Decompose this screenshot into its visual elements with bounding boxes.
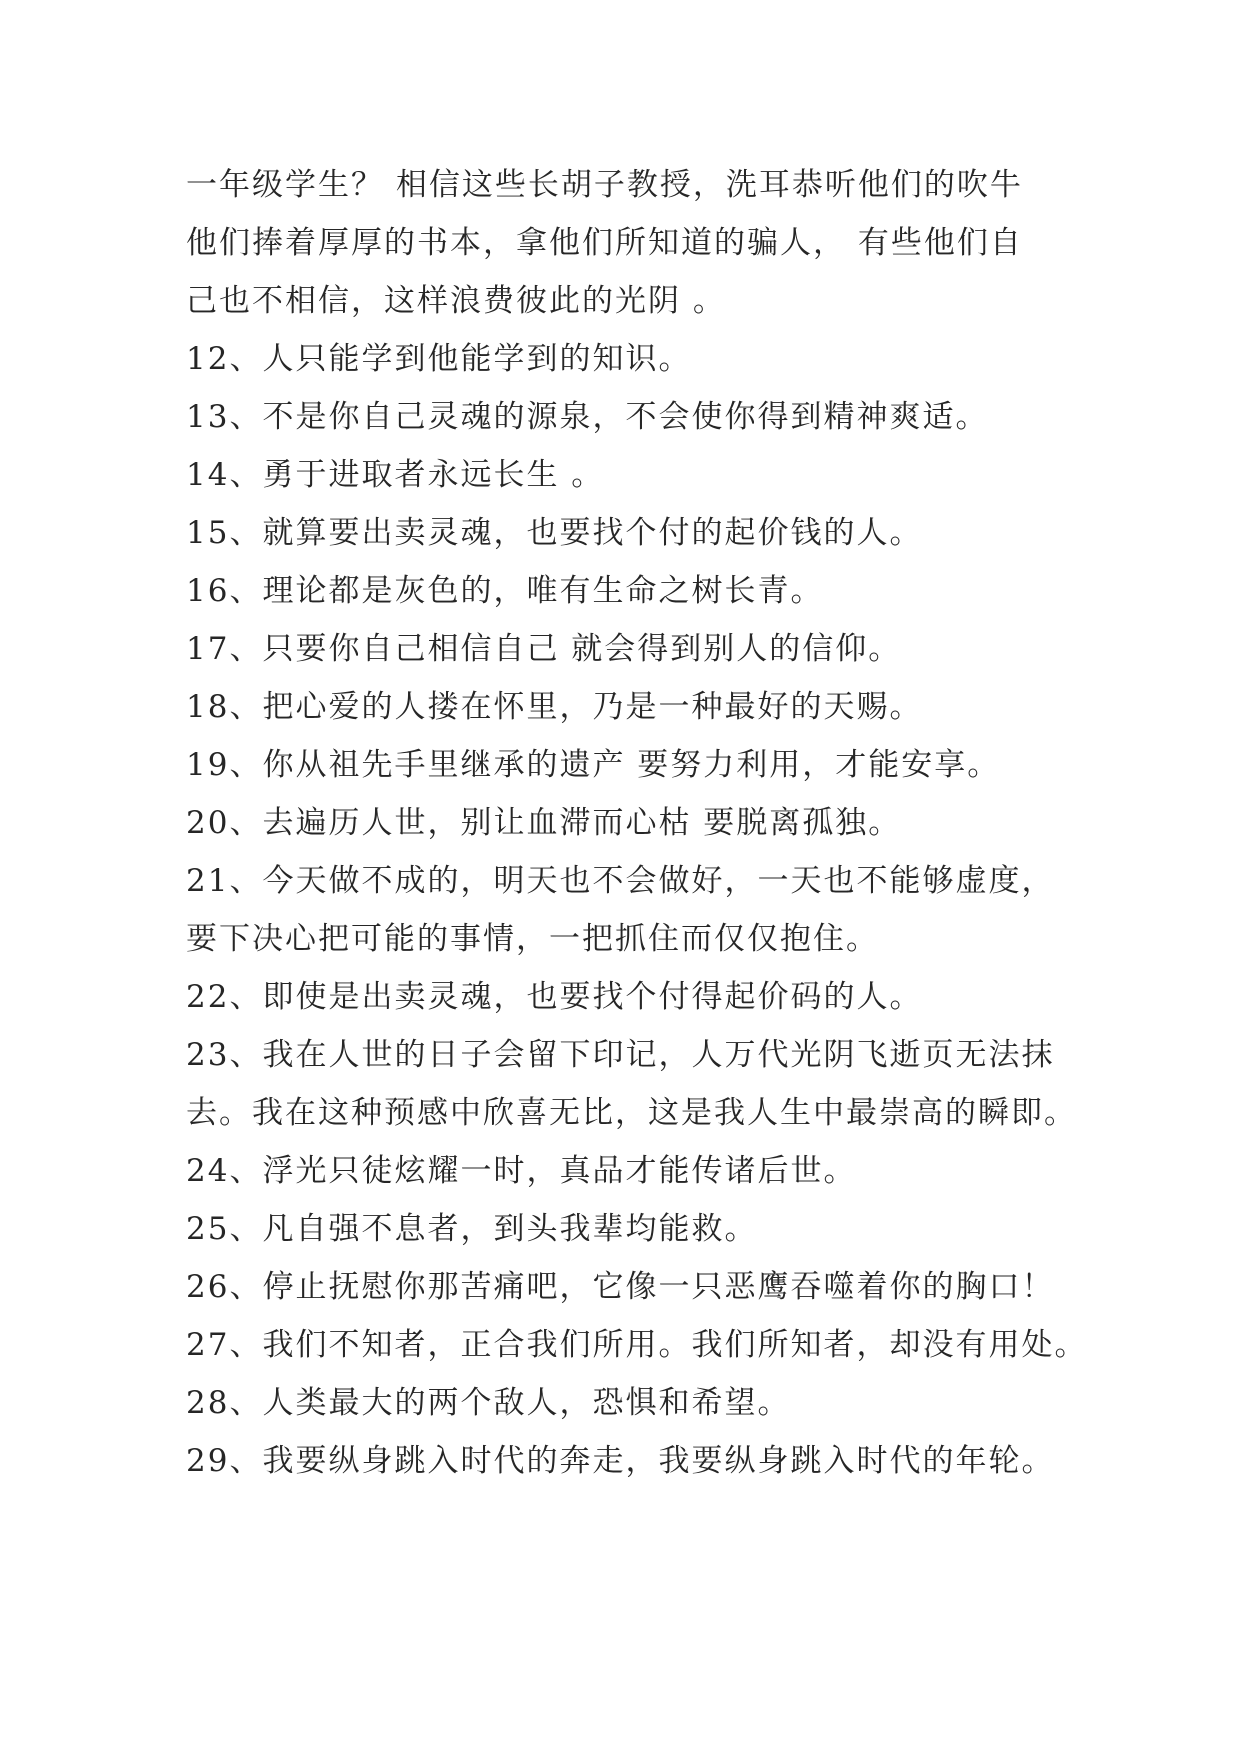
- text-line: 16、理论都是灰色的，唯有生命之树长青。: [186, 573, 824, 609]
- text-line: 23、我在人世的日子会留下印记，人万代光阴飞逝页无法抹: [186, 1037, 1055, 1073]
- text-line: 20、去遍历人世，别让血滞而心枯 要脱离孤独。: [186, 805, 902, 841]
- text-line: 他们捧着厚厚的书本，拿他们所知道的骗人， 有些他们自: [186, 225, 1023, 261]
- text-line: 12、人只能学到他能学到的知识。: [186, 341, 692, 377]
- text-line: 28、人类最大的两个敌人，恐惧和希望。: [186, 1385, 791, 1421]
- text-line: 17、只要你自己相信自己 就会得到别人的信仰。: [186, 631, 902, 667]
- text-line: 22、即使是出卖灵魂，也要找个付得起价码的人。: [186, 979, 923, 1015]
- text-line: 要下决心把可能的事情，一把抓住而仅仅抱住。: [186, 921, 879, 957]
- text-line: 己也不相信，这样浪费彼此的光阴 。: [186, 283, 726, 319]
- text-line: 25、凡自强不息者，到头我辈均能救。: [186, 1211, 758, 1247]
- text-line: 29、我要纵身跳入时代的奔走，我要纵身跳入时代的年轮。: [186, 1443, 1055, 1479]
- text-line: 21、今天做不成的，明天也不会做好，一天也不能够虚度，: [186, 863, 1055, 899]
- text-line: 19、你从祖先手里继承的遗产 要努力利用，才能安享。: [186, 747, 1001, 783]
- text-line: 13、不是你自己灵魂的源泉，不会使你得到精神爽适。: [186, 399, 989, 435]
- text-line: 18、把心爱的人搂在怀里，乃是一种最好的天赐。: [186, 689, 923, 725]
- text-line: 24、浮光只徒炫耀一时，真品才能传诸后世。: [186, 1153, 857, 1189]
- text-line: 27、我们不知者，正合我们所用。我们所知者，却没有用处。: [186, 1327, 1088, 1363]
- text-line: 去。我在这种预感中欣喜无比，这是我人生中最崇高的瞬即。: [186, 1095, 1077, 1131]
- document-body: [186, 156, 1088, 1490]
- text-line: 15、就算要出卖灵魂，也要找个付的起价钱的人。: [186, 515, 923, 551]
- text-line: 一年级学生？ 相信这些长胡子教授，洗耳恭听他们的吹牛: [186, 167, 1023, 203]
- text-line: 26、停止抚慰你那苦痛吧，它像一只恶鹰吞噬着你的胸口！: [186, 1269, 1055, 1305]
- text-line: 14、勇于进取者永远长生 。: [186, 457, 605, 493]
